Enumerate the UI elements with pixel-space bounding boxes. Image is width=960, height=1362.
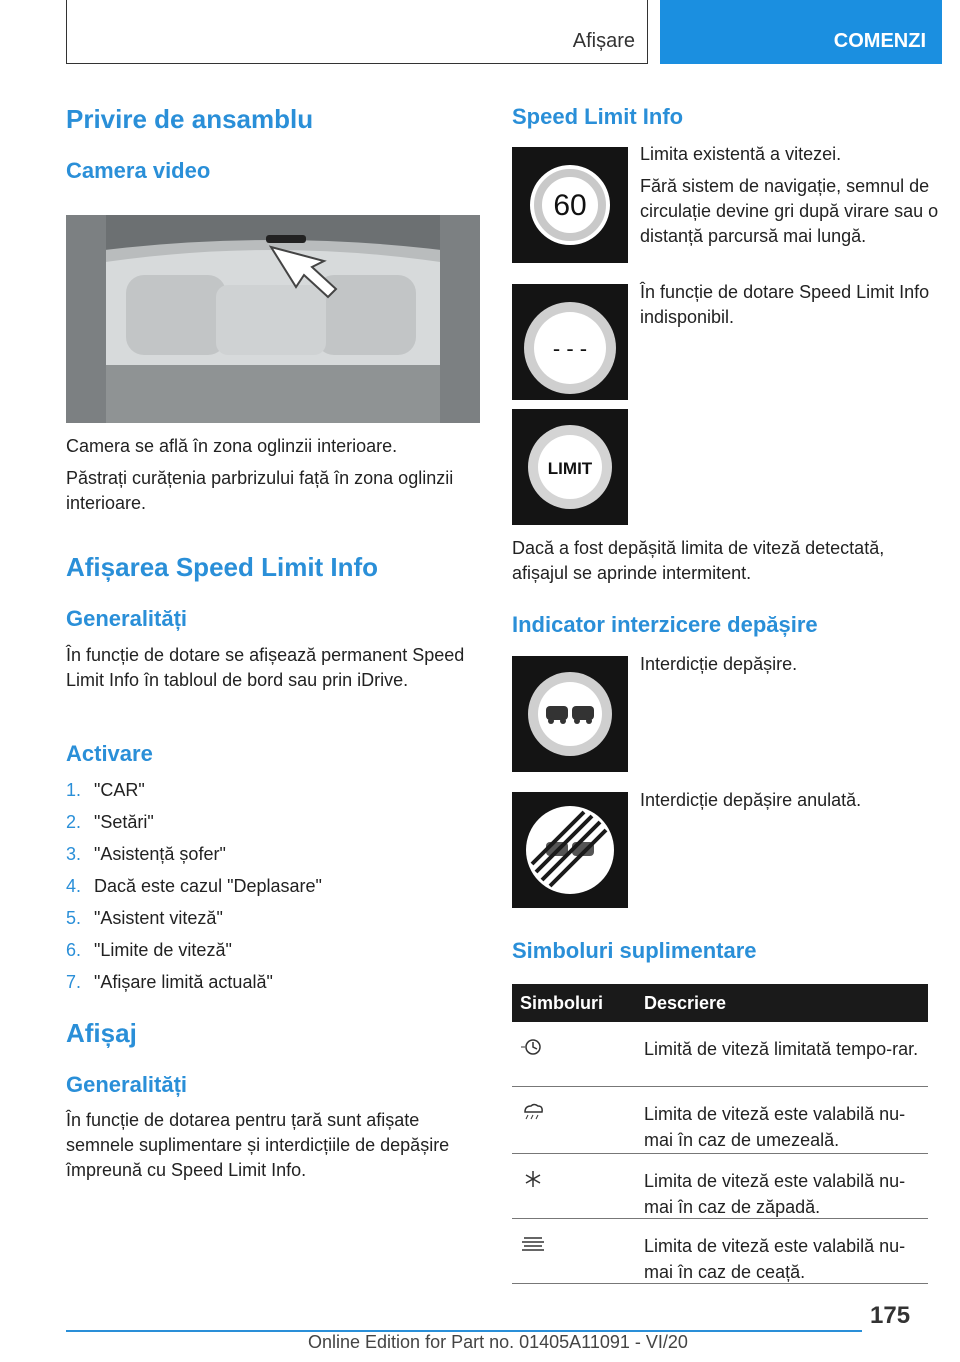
heading-general-1: Generalități xyxy=(66,606,188,631)
step-item xyxy=(66,810,466,842)
col-symbol-header: Simboluri xyxy=(520,993,604,1013)
sign-limit-value: LIMIT xyxy=(547,459,593,478)
step-item xyxy=(66,970,466,1002)
table-header xyxy=(512,984,928,1022)
page-number: 175 xyxy=(870,1302,911,1329)
table-row xyxy=(512,1087,928,1154)
no-overtaking-end-sign xyxy=(512,792,628,908)
heading-general-2: Generalități xyxy=(66,1072,188,1097)
step-text: "Afișare limită actuală" xyxy=(94,972,273,992)
step-item xyxy=(66,842,466,874)
row-description: Limită de viteză limitată tempo-rar. xyxy=(644,1039,919,1059)
general-2-text: În funcție de dotarea pentru țară sunt afișate semnele suplimentare și interdicțiile de depășire împreună cu Speed Limit Info. xyxy=(66,1110,450,1180)
sign-60-text-1: Limita existentă a vitezei. xyxy=(640,144,842,164)
sign-dash-value: - - - xyxy=(552,336,588,361)
activation-steps xyxy=(66,778,466,1002)
header-chapter-title: COMENZI xyxy=(833,30,926,52)
camera-paragraph-1: Camera se află în zona oglinzii interioare. xyxy=(66,436,398,456)
sign-60-value: 60 xyxy=(553,189,587,222)
step-number: 5. xyxy=(66,908,82,928)
camera-paragraph-2: Păstrați curățenia parbrizului față în zona oglinzii interioare. xyxy=(66,468,454,513)
speed-limit-generic-sign xyxy=(512,409,628,525)
heading-display-sli: Afișarea Speed Limit Info xyxy=(66,552,379,582)
heading-activation: Activare xyxy=(66,741,153,766)
step-item xyxy=(66,874,466,906)
no-overtaking-text: Interdicție depășire. xyxy=(640,654,798,674)
step-number: 3. xyxy=(66,844,82,864)
header-section-box xyxy=(66,0,648,64)
extra-symbols-table xyxy=(512,984,928,1284)
step-number: 2. xyxy=(66,812,82,832)
col-desc-header: Descriere xyxy=(644,993,727,1013)
step-text: "Limite de viteză" xyxy=(94,940,232,960)
step-item xyxy=(66,906,466,938)
heading-speed-limit-info: Speed Limit Info xyxy=(512,104,684,129)
step-number: 4. xyxy=(66,876,82,896)
speed-limit-unavailable-sign xyxy=(512,284,628,400)
step-number: 6. xyxy=(66,940,82,960)
heading-no-overtaking: Indicator interzicere depășire xyxy=(512,612,818,637)
row-description: Limita de viteză este valabilă nu-mai în caz de umezeală. xyxy=(644,1104,906,1150)
fog-icon xyxy=(520,1235,546,1258)
row-description: Limita de viteză este valabilă nu-mai în caz de ceață. xyxy=(644,1236,906,1282)
sign-unavailable-text: În funcție de dotare Speed Limit Info indisponibil. xyxy=(640,282,930,327)
header-section-title: Afișare xyxy=(572,30,635,52)
footer-edition: Online Edition for Part no. 01405A11091 - VI/20 xyxy=(308,1332,688,1352)
rain-icon xyxy=(520,1103,546,1126)
step-number: 1. xyxy=(66,780,82,800)
clock-icon xyxy=(520,1038,546,1061)
table-row xyxy=(512,1219,928,1284)
step-text: "Asistent viteză" xyxy=(94,908,223,928)
header-chapter-tab[interactable] xyxy=(660,0,942,64)
row-description: Limita de viteză este valabilă nu-mai în caz de zăpadă. xyxy=(644,1171,906,1217)
heading-overview: Privire de ansamblu xyxy=(66,104,314,134)
heading-display: Afișaj xyxy=(66,1018,137,1048)
heading-extra-symbols: Simboluri suplimentare xyxy=(512,938,757,963)
heading-camera: Camera video xyxy=(66,158,211,183)
snowflake-icon xyxy=(520,1170,546,1193)
sign-60-text-2: Fără sistem de navigație, semnul de circulație devine gri după virare sau o distanță parcursă mai lungă. xyxy=(640,176,939,246)
step-item xyxy=(66,778,466,810)
step-text: Dacă este cazul "Deplasare" xyxy=(94,876,322,896)
no-overtaking-sign xyxy=(512,656,628,772)
no-overtaking-end-text: Interdicție depășire anulată. xyxy=(640,790,862,810)
camera-photo xyxy=(66,215,480,423)
limit-exceeded-text: Dacă a fost depășită limita de viteză detectată, afișajul se aprinde intermitent. xyxy=(512,538,885,583)
step-number: 7. xyxy=(66,972,82,992)
general-1-text: În funcție de dotare se afișează permanent Speed Limit Info în tabloul de bord sau prin iDrive. xyxy=(66,645,465,690)
speed-limit-60-sign xyxy=(512,147,628,263)
step-text: "Setări" xyxy=(94,812,154,832)
table-row xyxy=(512,1022,928,1087)
step-text: "CAR" xyxy=(94,780,145,800)
step-item xyxy=(66,938,466,970)
step-text: "Asistență șofer" xyxy=(94,844,226,864)
table-row xyxy=(512,1154,928,1219)
